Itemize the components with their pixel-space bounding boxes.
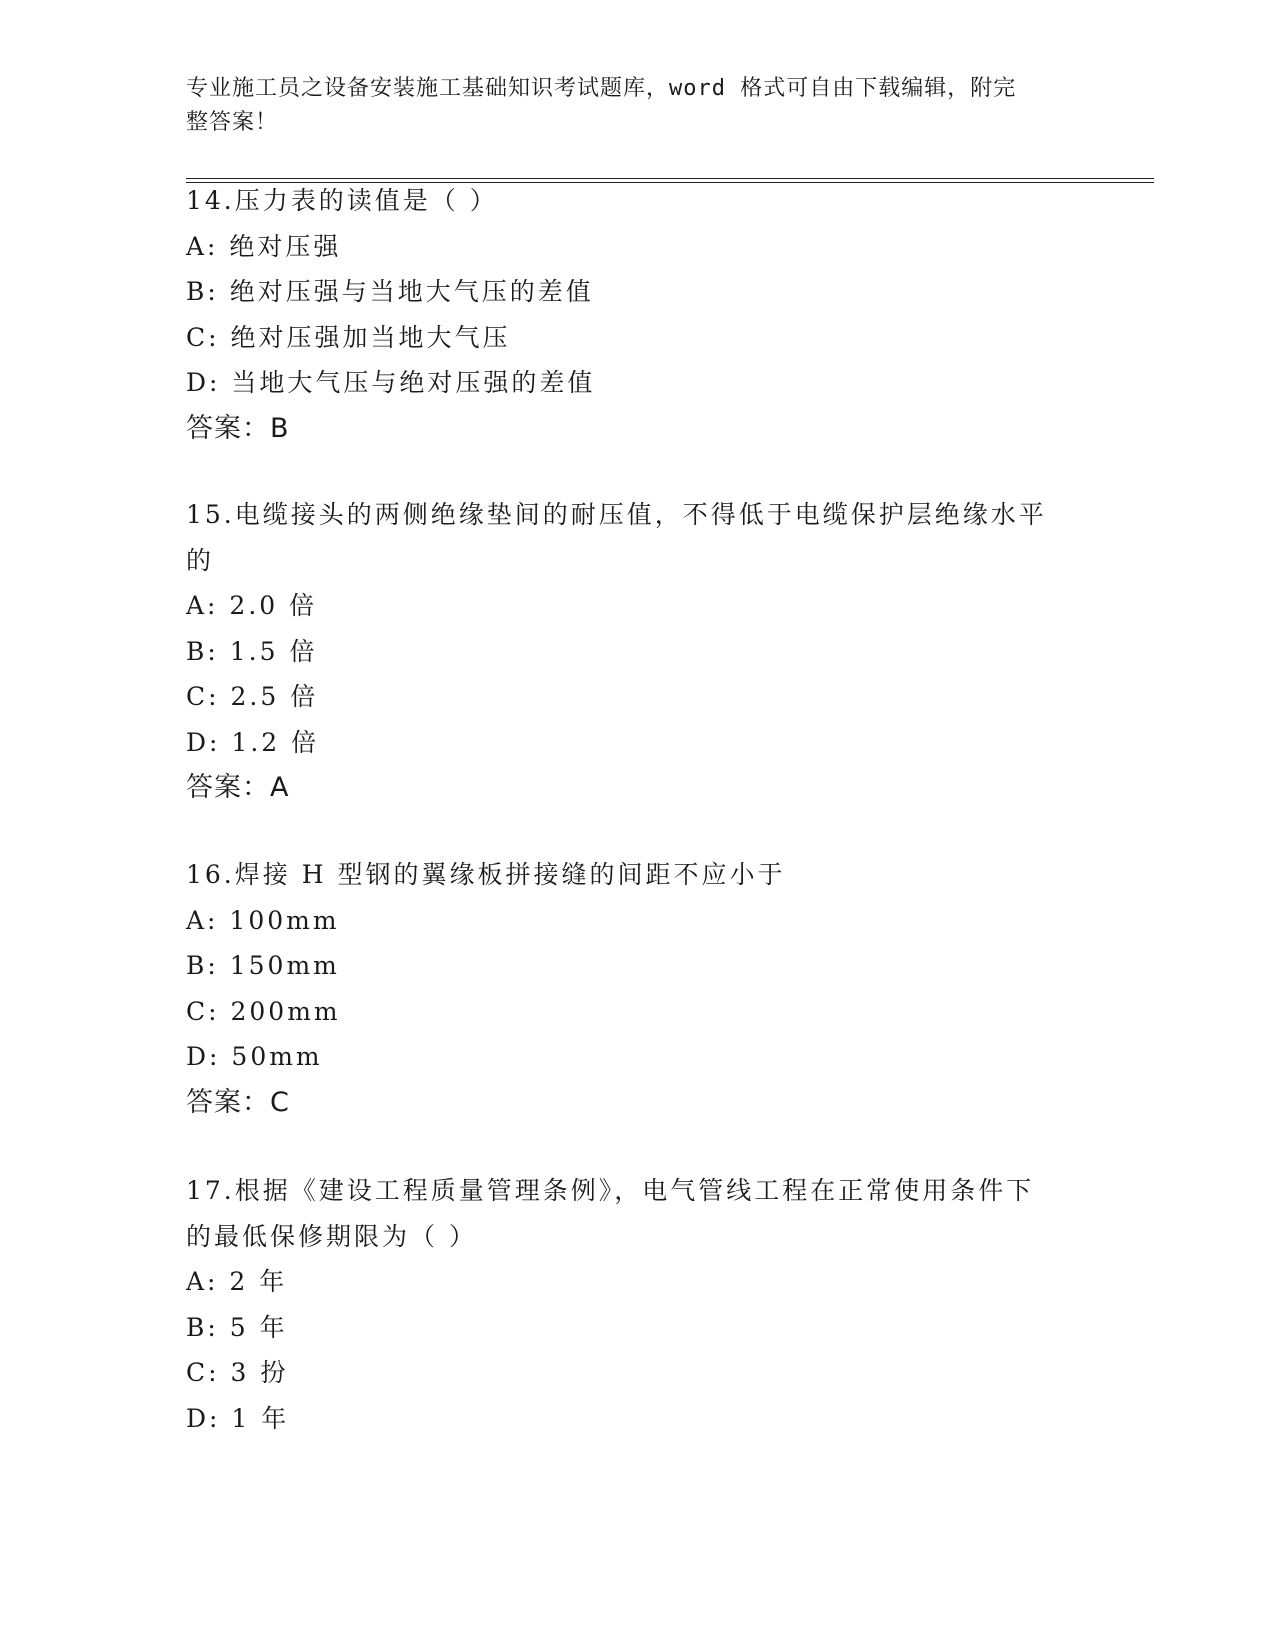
option-c: C: 3 扮 (186, 1358, 289, 1387)
option-c: C: 绝对压强加当地大气压 (186, 322, 511, 352)
question-stem: 14.压力表的读值是（ ） (186, 186, 498, 215)
option-a: A: 绝对压强 (186, 231, 342, 261)
option-b: B: 5 年 (186, 1312, 288, 1342)
question-stem: 17.根据《建设工程质量管理条例》，电气管线工程在正常使用条件下 (186, 1176, 1035, 1205)
question-stem: 15.电缆接头的两侧绝缘垫间的耐压值，不得低于电缆保护层绝缘水平 (186, 500, 1047, 529)
question-15 (186, 492, 1066, 811)
option-a: A: 2.0 倍 (186, 591, 318, 620)
answer-label: 答案：A (186, 772, 290, 803)
option-c: C: 2.5 倍 (186, 682, 319, 711)
answer-label: 答案：B (186, 412, 290, 444)
option-d: D: 当地大气压与绝对压强的差值 (186, 368, 596, 397)
header-line-1: 专业施工员之设备安装施工基础知识考试题库，word 格式可自由下载编辑，附完 (186, 76, 1017, 101)
option-a: A: 2 年 (186, 1267, 288, 1296)
option-d: D: 50mm (186, 1042, 323, 1071)
option-b: B: 150mm (186, 951, 340, 980)
option-d: D: 1 年 (186, 1403, 290, 1433)
option-b: B: 1.5 倍 (186, 636, 318, 666)
option-a: A: 100mm (186, 905, 340, 935)
question-16 (186, 852, 1066, 1125)
question-stem-continued: 的最低保修期限为（ ） (186, 1221, 477, 1251)
answer-label: 答案：C (186, 1086, 290, 1118)
header-line-2: 整答案！ (186, 110, 279, 135)
question-14 (186, 178, 1066, 451)
question-stem-continued: 的 (186, 545, 215, 575)
option-c: C: 200mm (186, 996, 341, 1026)
option-b: B: 绝对压强与当地大气压的差值 (186, 277, 594, 306)
option-d: D: 1.2 倍 (186, 727, 320, 757)
question-17 (186, 1168, 1066, 1441)
question-stem: 16.焊接 H 型钢的翼缘板拼接缝的间距不应小于 (186, 860, 786, 889)
document-header (186, 72, 1066, 140)
